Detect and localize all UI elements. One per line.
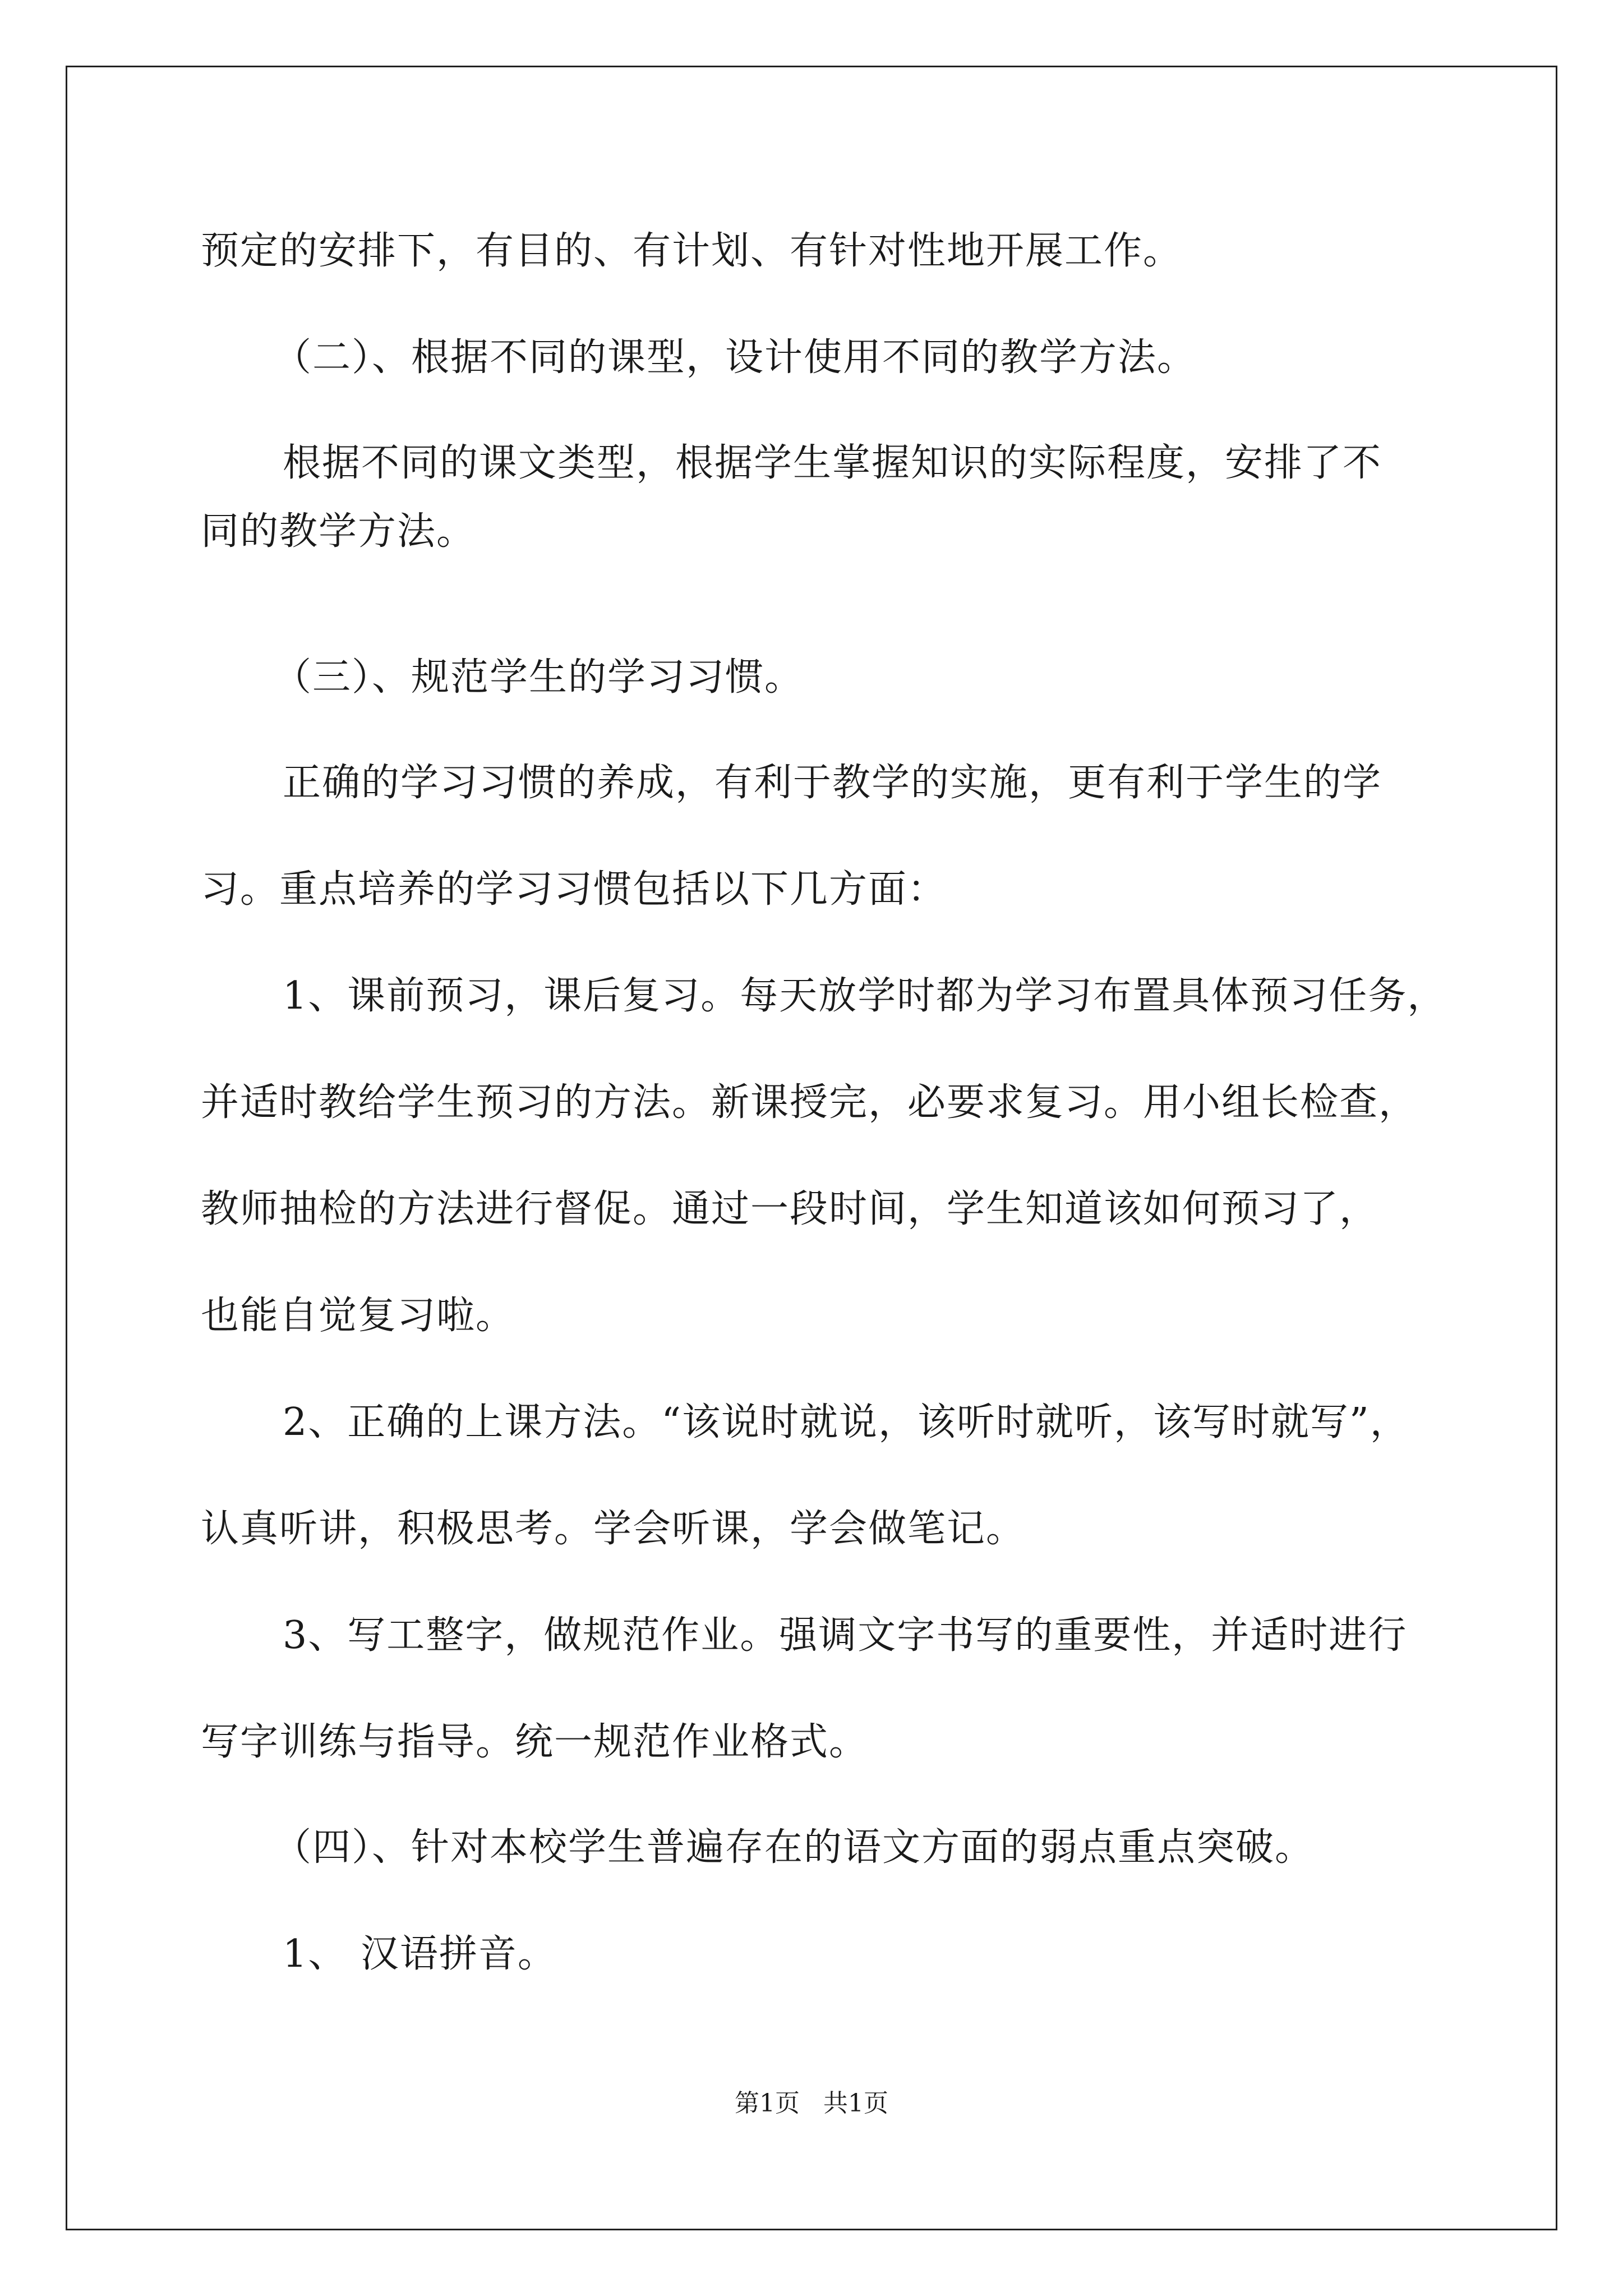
paragraph-line-3: 根据不同的课文类型，根据学生掌握知识的实际程度，安排了不 <box>283 441 1382 485</box>
page-footer: 第1页 共1页 <box>735 2089 888 2118</box>
list-item-3-line-1: 3、写工整字，做规范作业。强调文字书写的重要性，并适时进行 <box>283 1613 1408 1658</box>
paragraph-line-1: 预定的安排下，有目的、有计划、有针对性地开展工作。 <box>201 229 1183 273</box>
page-border <box>66 66 1557 2230</box>
list-item-1-line-3: 教师抽检的方法进行督促。通过一段时间，学生知道该如何预习了， <box>201 1187 1379 1231</box>
list-item-2-line-1: 2、正确的上课方法。“该说时就说，该听时就听，该写时就写”， <box>283 1400 1409 1444</box>
list-item-2-line-2: 认真听讲，积极思考。学会听课，学会做笔记。 <box>201 1507 1026 1551</box>
list-item-1-line-4: 也能自觉复习啦。 <box>201 1294 515 1338</box>
list-item-1-line-1: 1、课前预习，课后复习。每天放学时都为学习布置具体预习任务， <box>283 974 1447 1018</box>
section-heading-2: （二）、根据不同的课型，设计使用不同的教学方法。 <box>273 335 1197 380</box>
paragraph-line-7: 习。重点培养的学习习惯包括以下几方面： <box>201 867 947 912</box>
section-heading-3: （三）、规范学生的学习习惯。 <box>273 655 804 700</box>
list-item-1-line-2: 并适时教给学生预习的方法。新课授完，必要求复习。用小组长检查， <box>201 1080 1418 1125</box>
paragraph-line-6: 正确的学习习惯的养成，有利于教学的实施，更有利于学生的学 <box>283 761 1382 805</box>
paragraph-line-4: 同的教学方法。 <box>201 509 476 554</box>
list-item-pinyin: 1、 汉语拼音。 <box>283 1932 557 1976</box>
list-item-3-line-2: 写字训练与指导。统一规范作业格式。 <box>201 1720 869 1764</box>
section-heading-4: （四）、针对本校学生普遍存在的语文方面的弱点重点突破。 <box>273 1825 1315 1870</box>
